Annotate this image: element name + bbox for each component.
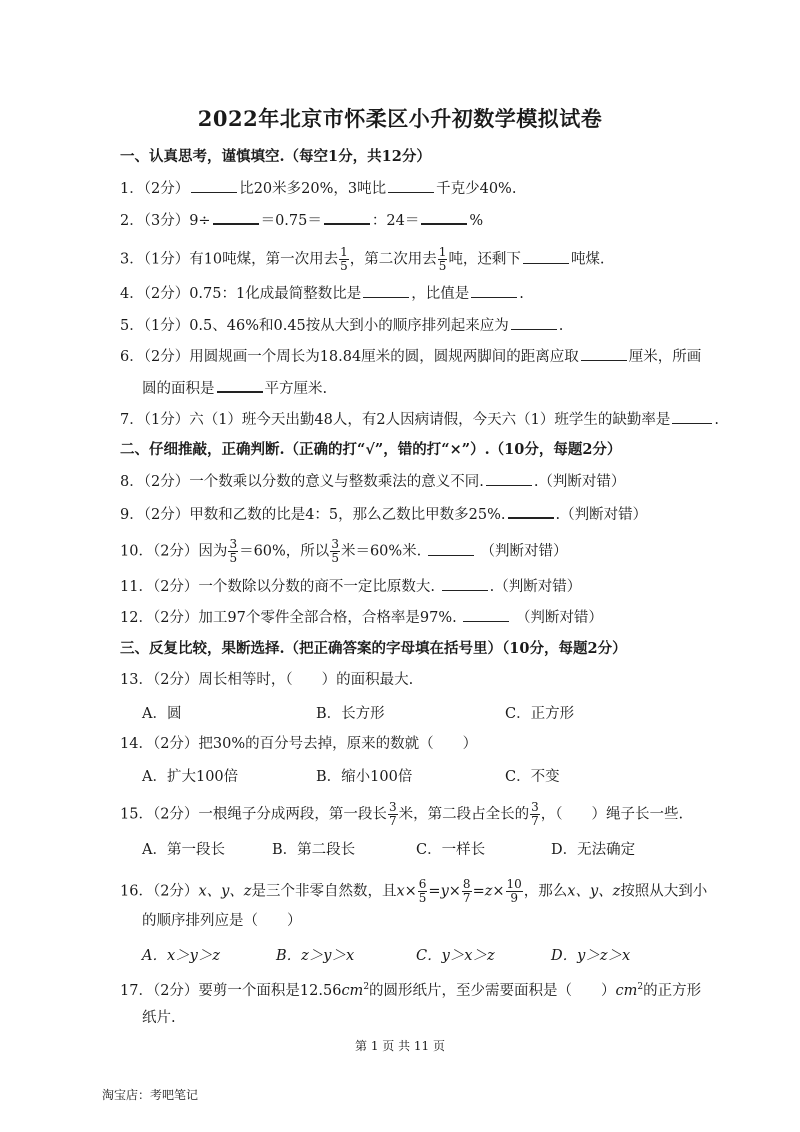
question-14: 14．（2分）把30%的百分号去掉，原来的数就（ ）	[120, 736, 478, 752]
answer-blank[interactable]	[217, 377, 263, 393]
fraction: $\frac{1}{5}$	[340, 245, 348, 273]
shop-note: 淘宝店：考吧笔记	[102, 1088, 199, 1102]
question-5: 5．（1分）0.5、46%和0.45按从大到小的顺序排列起来应为 .	[120, 315, 690, 336]
fraction: $\frac{1}{5}$	[438, 245, 447, 273]
answer-blank[interactable]	[581, 346, 627, 361]
option-b[interactable]: B．长方形	[316, 706, 385, 722]
option-c[interactable]: C．一样长	[416, 842, 486, 858]
question-13: 13．（2分）周长相等时，（ ）的面积最大.	[120, 672, 414, 688]
answer-blank[interactable]	[324, 209, 370, 225]
answer-blank[interactable]	[191, 178, 237, 193]
answer-blank[interactable]	[463, 607, 509, 622]
fraction: $\frac{3}{7}$	[388, 800, 397, 828]
question-16-cont: 的顺序排列应是（ ）	[142, 913, 302, 929]
fraction: $\frac{3}{7}$	[531, 800, 539, 828]
question-12: 12．（2分）加工97个零件全部合格，合格率是97%. （判断对错）	[120, 607, 690, 628]
page-footer: 第 1 页 共 11 页	[355, 1039, 445, 1053]
question-9: 9．（2分）甲数和乙数的比是4：5，那么乙数比甲数多25%. .（判断对错）	[120, 503, 690, 525]
fraction: $\frac{10}{9}$	[506, 877, 522, 905]
option-a[interactable]: A．圆	[142, 706, 182, 722]
answer-blank[interactable]	[442, 576, 488, 591]
section-1-heading: 一、认真思考，谨慎填空.（每空1分，共12分）	[120, 148, 431, 165]
option-d[interactable]: D．无法确定	[551, 842, 636, 858]
answer-blank[interactable]	[672, 409, 712, 424]
answer-blank[interactable]	[213, 209, 259, 225]
question-15: 15．（2分）一根绳子分成两段，第一段长 $\frac{3}{7}$ 米，第二段占全长的 $\frac{3}{7}$ ，（ ）绳子长一些.	[120, 800, 684, 828]
section-2-heading: 二、仔细推敲，正确判断.（正确的打“√”，错的打“×”）.（10分，每题2分）	[120, 441, 622, 458]
answer-blank[interactable]	[388, 178, 434, 193]
option-a[interactable]: A．第一段长	[142, 842, 225, 858]
option-b[interactable]: B．第二段长	[272, 842, 356, 858]
option-d[interactable]: D．y＞z＞x	[551, 948, 631, 964]
question-11: 11．（2分）一个数除以分数的商不一定比原数大. .（判断对错）	[120, 576, 690, 597]
question-6: 6．（2分）用圆规画一个周长为18.84厘米的圆，圆规两脚间的距离应取 厘米，所画	[120, 346, 690, 367]
question-1: 1．（2分） 比20米多20%，3吨比 千克少40%.	[120, 178, 690, 199]
fraction: $\frac{6}{5}$	[418, 877, 427, 905]
option-c[interactable]: C．y＞x＞z	[416, 948, 495, 964]
answer-blank[interactable]	[428, 541, 474, 556]
fraction: $\frac{3}{5}$	[229, 537, 238, 565]
question-6-cont: 圆的面积是 平方厘米.	[142, 377, 712, 399]
section-3-heading: 三、反复比较，果断选择.（把正确答案的字母填在括号里）（10分，每题2分）	[120, 640, 627, 657]
answer-blank[interactable]	[471, 283, 517, 298]
fraction: $\frac{3}{5}$	[331, 537, 339, 565]
question-17: 17．（2分）要剪一个面积是$12.56cm^2$的圆形纸片，至少需要面积是（ ）$cm^2$的正方形	[120, 982, 702, 999]
option-c[interactable]: C．正方形	[505, 706, 575, 722]
question-16: 16．（2分）x、y、z是三个非零自然数，且x× $\frac{6}{5}$ =y× $\frac{8}{7}$ =z× $\frac{10}{9}$ ，那么x、y、z按照从大到小	[120, 877, 708, 905]
question-10: 10．（2分）因为 $\frac{3}{5}$ ＝60%，所以 $\frac{3}{5}$ 米＝60%米. （判断对错）	[120, 537, 568, 565]
answer-blank[interactable]	[508, 503, 554, 519]
answer-blank[interactable]	[486, 471, 532, 486]
answer-blank[interactable]	[421, 209, 467, 225]
option-b[interactable]: B．缩小100倍	[316, 769, 413, 785]
option-a[interactable]: A．扩大100倍	[142, 769, 239, 785]
question-3: 3．（1分）有10吨煤，第一次用去 $\frac{1}{5}$ ，第二次用去 $\frac{1}{5}$ 吨，还剩下 吨煤.	[120, 245, 605, 273]
answer-blank[interactable]	[511, 315, 557, 330]
answer-blank[interactable]	[523, 249, 569, 264]
question-2: 2．（3分）9÷ ＝0.75＝ ：24＝ %	[120, 209, 690, 231]
answer-blank[interactable]	[363, 283, 409, 298]
question-17-cont: 纸片.	[142, 1010, 176, 1026]
option-a[interactable]: A．x＞y＞z	[142, 948, 220, 964]
option-c[interactable]: C．不变	[505, 769, 560, 785]
fraction: $\frac{8}{7}$	[462, 877, 471, 905]
option-b[interactable]: B．z＞y＞x	[276, 948, 355, 964]
question-8: 8．（2分）一个数乘以分数的意义与整数乘法的意义不同. .（判断对错）	[120, 471, 690, 492]
page-title: 2022年北京市怀柔区小升初数学模拟试卷	[197, 106, 603, 131]
question-4: 4．（2分）0.75：1化成最简整数比是 ，比值是 .	[120, 283, 690, 304]
question-7: 7．（1分）六（1）班今天出勤48人，有2人因病请假，今天六（1）班学生的缺勤率是 .	[120, 409, 690, 430]
